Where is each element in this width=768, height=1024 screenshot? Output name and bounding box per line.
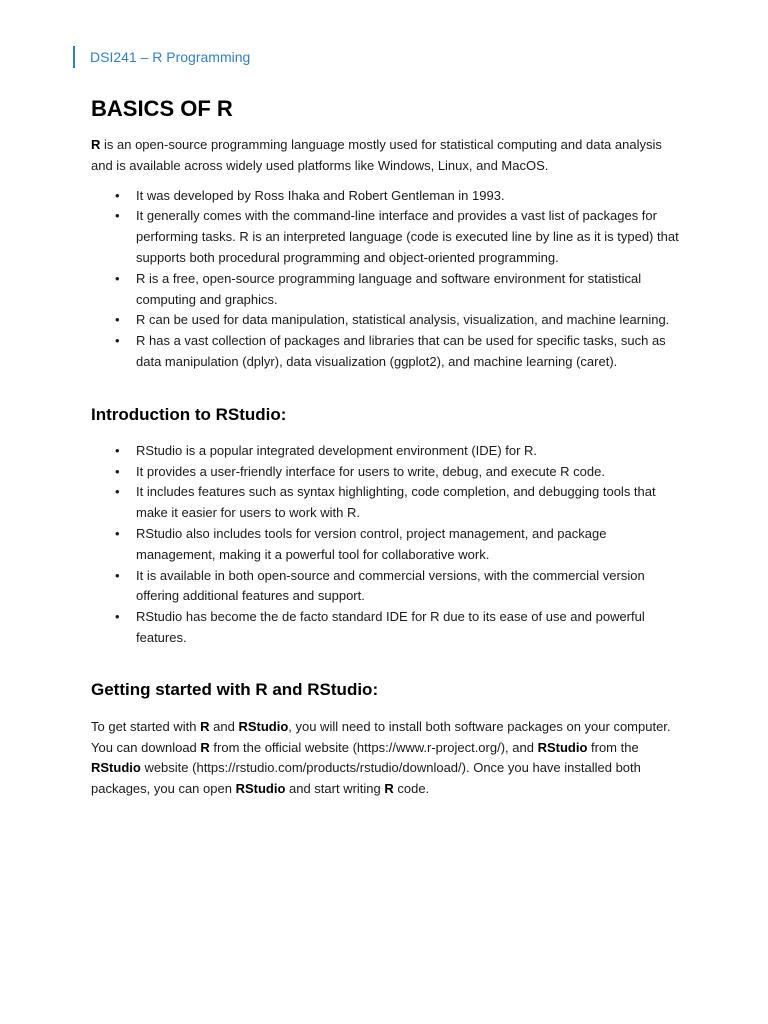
paragraph-text: from the official website (https://www.r-project.org/), and: [209, 739, 538, 755]
list-item: [91, 482, 681, 524]
bullet-icon: •: [115, 442, 120, 458]
list-item-text: It generally comes with the command-line interface and provides a vast list of packages for performing tasks. R is an interpreted language (code is executed line by line as it is typed) that supports both procedural programming and object-oriented programming.: [136, 208, 679, 265]
list-item: [91, 206, 681, 268]
bullet-icon: •: [115, 463, 120, 479]
list-item: [91, 524, 681, 566]
paragraph-text: from the: [587, 739, 639, 755]
paragraph-text: and: [209, 718, 239, 734]
bullet-icon: •: [115, 208, 120, 224]
bullet-icon: •: [115, 525, 120, 541]
document-body: [91, 92, 681, 800]
list-item-text: RStudio is a popular integrated development environment (IDE) for R.: [136, 442, 538, 458]
paragraph-text: , you will need to install both software packages on your computer. You can download: [91, 718, 671, 755]
list-item-text: It is available in both open-source and commercial versions, with the commercial version offering additional features and support.: [136, 567, 645, 604]
bold-term: R: [200, 718, 210, 734]
list-item: [91, 310, 681, 331]
list-item: [91, 331, 681, 373]
list-item-text: RStudio has become the de facto standard IDE for R due to its ease of use and powerful features.: [136, 609, 645, 645]
paragraph-text: code.: [393, 781, 430, 797]
list-item: [91, 186, 681, 207]
bullet-icon: •: [115, 187, 120, 203]
bullet-icon: •: [115, 567, 120, 583]
intro-bold-term: R: [91, 137, 101, 152]
list-item: [91, 441, 681, 462]
list-item-text: It includes features such as syntax highlighting, code completion, and debugging tools that make it easier for users to work with R.: [136, 484, 656, 521]
list-item-text: RStudio also includes tools for version control, project management, and package management, making it a powerful tool for collaborative work.: [136, 525, 607, 562]
bold-term: RStudio: [235, 781, 286, 797]
bullet-icon: •: [115, 312, 120, 328]
list-item: [91, 269, 681, 311]
list-item: [91, 607, 681, 649]
bullet-icon: •: [115, 609, 120, 625]
paragraph-text: website (https://rstudio.com/products/rstudio/download/). Once you have installed both packages, you can open: [91, 760, 641, 797]
paragraph-text: To get started with: [91, 718, 201, 734]
intro-paragraph: [91, 135, 681, 177]
bold-term: RStudio: [238, 718, 289, 734]
list-item-text: R is a free, open-source programming language and software environment for statistical computing and graphics.: [136, 270, 642, 307]
bold-term: R: [384, 781, 394, 797]
section-title-rstudio: Introduction to RStudio:: [91, 404, 287, 424]
basics-bullet-list: [91, 186, 681, 373]
list-item-text: It provides a user-friendly interface for users to write, debug, and execute R code.: [136, 463, 605, 479]
bold-term: RStudio: [91, 760, 141, 776]
list-item: [91, 462, 681, 483]
bullet-icon: •: [115, 270, 120, 286]
intro-text: is an open-source programming language mostly used for statistical computing and data analysis and is available across widely used platforms like Windows, Linux, and MacOS.: [91, 137, 662, 173]
section-title-getting-started: Getting started with R and RStudio:: [91, 679, 379, 699]
rstudio-bullet-list: [91, 441, 681, 649]
running-header-title: DSI241 – R Programming: [90, 49, 251, 65]
bullet-icon: •: [115, 333, 120, 349]
list-item-text: R can be used for data manipulation, statistical analysis, visualization, and machine learning.: [136, 312, 670, 328]
getting-started-paragraph: [91, 717, 681, 800]
paragraph-text: and start writing: [285, 781, 385, 797]
list-item-text: It was developed by Ross Ihaka and Robert Gentleman in 1993.: [136, 187, 505, 203]
running-header: [73, 46, 250, 68]
list-item-text: R has a vast collection of packages and libraries that can be used for specific tasks, such as data manipulation (dplyr), data visualization (ggplot2), and machine learning (caret).: [136, 333, 666, 369]
list-item: [91, 566, 681, 608]
bullet-icon: •: [115, 484, 120, 500]
bold-term: RStudio: [537, 739, 588, 755]
bold-term: R: [200, 739, 210, 755]
section-title-basics: BASICS OF R: [91, 96, 233, 121]
